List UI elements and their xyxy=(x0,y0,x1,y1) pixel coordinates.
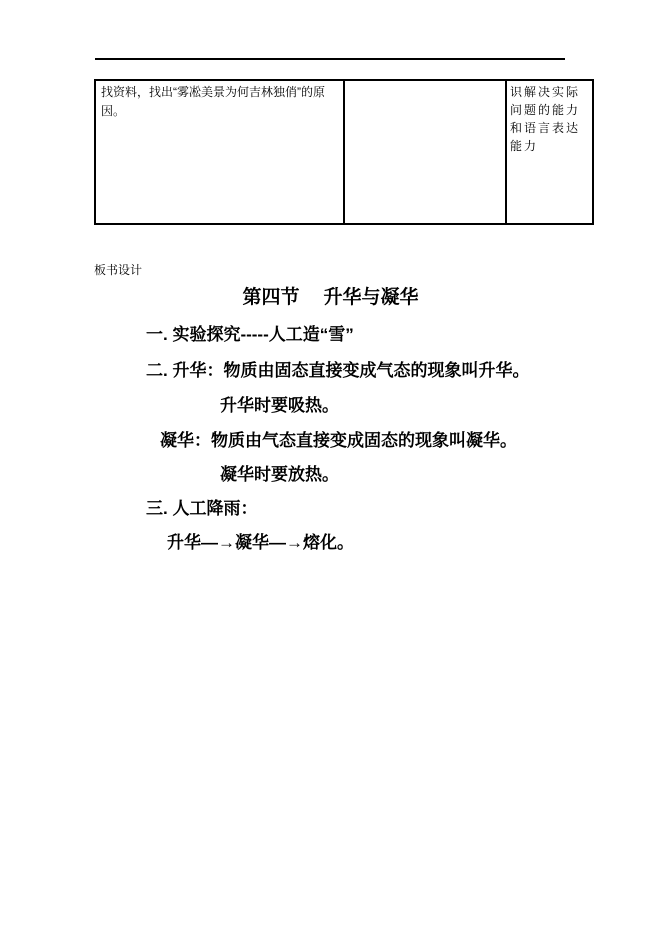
header-separator-line xyxy=(95,58,565,60)
lesson-title-name: 升华与凝华 xyxy=(323,287,419,308)
board-line-process-arrows: 升华—→凝华—→熔化。 xyxy=(167,533,354,552)
board-line-artificial-rain: 三. 人工降雨： xyxy=(146,499,258,518)
lesson-title xyxy=(0,282,661,309)
table-cell-ability xyxy=(506,80,593,224)
board-line-experiment: 一. 实验探究-----人工造“雪” xyxy=(146,325,354,344)
board-line-sublimation-definition: 二. 升华：物质由固态直接变成气态的现象叫升华。 xyxy=(146,361,530,380)
lesson-plan-table xyxy=(94,79,594,225)
table-cell-activity xyxy=(95,80,344,224)
board-line-sublimation-heat: 升华时要吸热。 xyxy=(220,396,339,415)
ability-text: 识解决实际问题的能力和语言表达能力 xyxy=(510,85,581,153)
board-design-label: 板书设计 xyxy=(94,263,143,277)
table-cell-empty xyxy=(344,80,506,224)
board-line-deposition-heat: 凝华时要放热。 xyxy=(220,465,339,484)
table-row xyxy=(95,80,593,224)
board-line-deposition-definition: 凝华：物质由气态直接变成固态的现象叫凝华。 xyxy=(160,431,517,450)
activity-text: 找资料，找出“雾凇美景为何吉林独俏”的原因。 xyxy=(101,85,325,118)
lesson-title-section: 第四节 xyxy=(242,287,300,308)
